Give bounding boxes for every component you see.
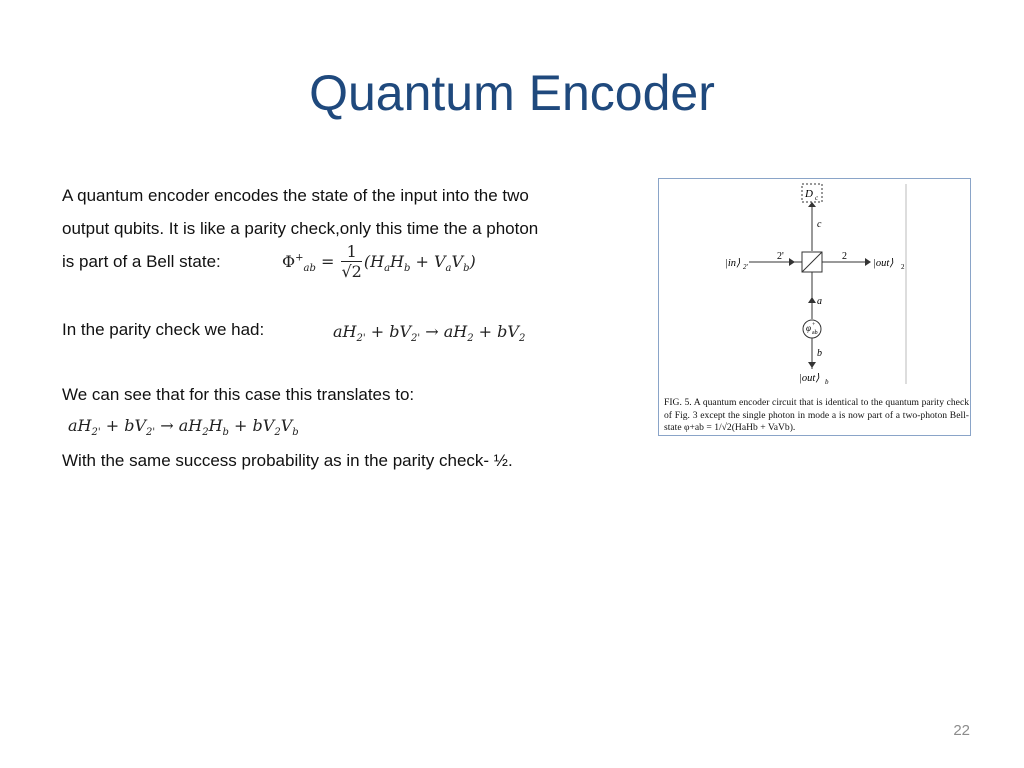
intro-line-1: A quantum encoder encodes the state of the input into the two <box>62 186 529 205</box>
slide-title: Quantum Encoder <box>309 65 715 121</box>
svg-text:2': 2' <box>743 263 748 271</box>
output2-label: |out⟩ <box>873 258 894 269</box>
encoder-circuit-figure <box>658 178 971 436</box>
conclusion-text: With the same success probability as in the parity check- ½. <box>62 451 513 470</box>
arrow-up-a-icon <box>808 297 816 303</box>
arrow-right-icon <box>789 258 795 266</box>
svg-text:b: b <box>825 378 829 386</box>
arrow-down-b-icon <box>808 362 816 368</box>
mode-2-label: 2 <box>842 251 847 262</box>
bell-fraction: $\frac{1}{√2}$ <box>341 242 362 281</box>
mode-b-label: b <box>817 348 822 359</box>
figure-caption: FIG. 5. A quantum encoder circuit that is identical to the quantum parity check of Fig. 3 except the single photon in mode a is now part of a two-photon Bell-state φ+ab = 1/√2(HaHb + VaVb). <box>664 397 969 433</box>
mode-c-label: c <box>817 219 822 230</box>
svg-text:φ: φ <box>806 323 811 333</box>
svg-text:c: c <box>815 194 819 202</box>
detector-label: D <box>805 188 813 200</box>
translation-equation: $aH_{2'} + bV_{2'} \to aH_2H_b + bV_2V_b$ <box>68 416 299 439</box>
intro-line-2: output qubits. It is like a parity check,only this time the a photon <box>62 219 539 238</box>
svg-text:2: 2 <box>901 263 905 271</box>
parity-label: In the parity check we had: <box>62 320 265 339</box>
bell-symbol: Φ <box>282 252 296 271</box>
page-number: 22 <box>953 722 970 739</box>
arrow-right-out-icon <box>865 258 871 266</box>
bell-state-equation: $\Phi^+_{ab}$ = $\frac{1}{√2}$ $(H_aH_b + V_aV_b)$ <box>282 242 476 281</box>
parity-equation: $aH_{2'} + bV_{2'} \to aH_2 + bV_2$ <box>333 322 526 345</box>
mode-a-label: a <box>817 296 822 307</box>
mode-2prime-label: 2' <box>777 251 784 262</box>
svg-text:+: + <box>812 322 816 328</box>
arrow-up-c-icon <box>808 202 816 207</box>
outputb-label: |out⟩ <box>799 373 820 384</box>
input-label: |in⟩ <box>725 258 741 269</box>
intro-line-3: is part of a Bell state: <box>62 252 221 271</box>
svg-text:ab: ab <box>812 330 818 336</box>
translates-label: We can see that for this case this translates to: <box>62 385 415 404</box>
